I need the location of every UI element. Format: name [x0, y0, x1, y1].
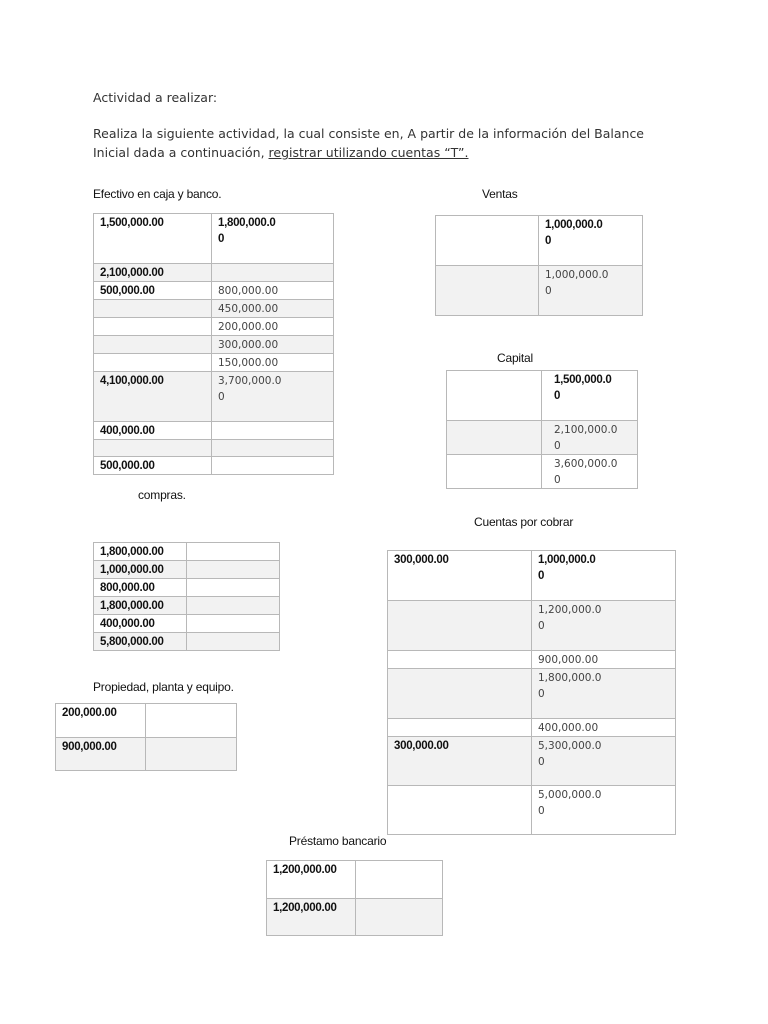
table-row — [388, 651, 676, 669]
efectivo-title: Efectivo en caja y banco. — [93, 187, 222, 201]
credit-cell: 400,000.00 — [532, 719, 676, 737]
table-row — [388, 551, 676, 601]
instructions-underlined-text: registrar utilizando cuentas “T”. — [268, 145, 469, 160]
debit-cell: 5,800,000.00 — [94, 633, 187, 651]
credit-cell: 150,000.00 — [212, 354, 334, 372]
table-row — [388, 737, 676, 786]
table-row — [94, 579, 280, 597]
table-row — [436, 266, 643, 316]
capital-title: Capital — [497, 351, 533, 365]
table-row — [94, 300, 334, 318]
table-row — [94, 440, 334, 457]
credit-cell: 1,000,000.0 0 — [539, 216, 643, 266]
debit-cell: 1,800,000.00 — [94, 543, 187, 561]
compras-title: compras. — [138, 488, 186, 502]
table-row — [94, 561, 280, 579]
debit-cell: 300,000.00 — [388, 737, 532, 786]
cuentas-t-account — [387, 550, 676, 835]
activity-instructions — [93, 124, 683, 162]
table-row — [94, 633, 280, 651]
credit-cell — [187, 597, 280, 615]
table-row — [447, 455, 638, 489]
debit-cell: 500,000.00 — [94, 282, 212, 300]
cuentas-title: Cuentas por cobrar — [474, 515, 574, 529]
propiedad-t-account — [55, 703, 237, 771]
debit-cell — [447, 421, 542, 455]
instructions-text: Realiza la siguiente actividad, la cual consiste en, A partir de la información del Balance Inicial dada a continuación, — [93, 126, 645, 160]
credit-cell — [212, 457, 334, 475]
table-row — [94, 543, 280, 561]
credit-cell — [356, 899, 443, 936]
table-row — [267, 899, 443, 936]
credit-cell — [187, 615, 280, 633]
credit-cell — [187, 579, 280, 597]
table-row — [94, 318, 334, 336]
prestamo-t-account — [266, 860, 443, 936]
credit-cell — [212, 422, 334, 440]
debit-cell — [388, 601, 532, 651]
credit-cell — [187, 543, 280, 561]
credit-cell: 1,800,000.0 0 — [532, 669, 676, 719]
table-row — [56, 738, 237, 771]
compras-t-account — [93, 542, 280, 651]
propiedad-title: Propiedad, planta y equipo. — [93, 680, 234, 694]
table-row — [94, 457, 334, 475]
table-row — [447, 371, 638, 421]
credit-cell: 3,700,000.0 0 — [212, 372, 334, 422]
debit-cell: 500,000.00 — [94, 457, 212, 475]
debit-cell — [388, 669, 532, 719]
table-row — [436, 216, 643, 266]
ventas-t-account — [435, 215, 643, 316]
debit-cell — [388, 786, 532, 835]
prestamo-title: Préstamo bancario — [289, 834, 387, 848]
table-row — [388, 601, 676, 651]
credit-cell: 3,600,000.0 0 — [542, 455, 638, 489]
debit-cell — [94, 354, 212, 372]
credit-cell: 1,000,000.0 0 — [532, 551, 676, 601]
debit-cell — [388, 651, 532, 669]
debit-cell: 800,000.00 — [94, 579, 187, 597]
debit-cell: 1,200,000.00 — [267, 861, 356, 899]
credit-cell: 1,800,000.0 0 — [212, 214, 334, 264]
table-row — [94, 354, 334, 372]
credit-cell: 5,000,000.0 0 — [532, 786, 676, 835]
debit-cell — [447, 371, 542, 421]
credit-cell: 1,000,000.0 0 — [539, 266, 643, 316]
debit-cell: 300,000.00 — [388, 551, 532, 601]
efectivo-t-account — [93, 213, 334, 475]
credit-cell — [356, 861, 443, 899]
debit-cell: 1,800,000.00 — [94, 597, 187, 615]
debit-cell: 2,100,000.00 — [94, 264, 212, 282]
credit-cell: 800,000.00 — [212, 282, 334, 300]
debit-cell: 900,000.00 — [56, 738, 146, 771]
credit-cell: 200,000.00 — [212, 318, 334, 336]
debit-cell — [94, 318, 212, 336]
credit-cell: 300,000.00 — [212, 336, 334, 354]
ventas-title: Ventas — [482, 187, 518, 201]
table-row — [94, 372, 334, 422]
debit-cell: 1,500,000.00 — [94, 214, 212, 264]
table-row — [447, 421, 638, 455]
table-row — [94, 615, 280, 633]
table-row — [94, 282, 334, 300]
table-row — [94, 264, 334, 282]
activity-heading: Actividad a realizar: — [93, 90, 218, 105]
debit-cell: 1,200,000.00 — [267, 899, 356, 936]
credit-cell — [187, 561, 280, 579]
debit-cell — [388, 719, 532, 737]
table-row — [94, 336, 334, 354]
credit-cell: 450,000.00 — [212, 300, 334, 318]
table-row — [388, 669, 676, 719]
credit-cell — [187, 633, 280, 651]
debit-cell: 1,000,000.00 — [94, 561, 187, 579]
table-row — [388, 786, 676, 835]
debit-cell: 200,000.00 — [56, 704, 146, 738]
table-row — [388, 719, 676, 737]
table-row — [56, 704, 237, 738]
credit-cell — [146, 704, 237, 738]
credit-cell: 1,200,000.0 0 — [532, 601, 676, 651]
debit-cell — [94, 336, 212, 354]
debit-cell: 400,000.00 — [94, 422, 212, 440]
capital-t-account — [446, 370, 638, 489]
credit-cell: 900,000.00 — [532, 651, 676, 669]
credit-cell — [146, 738, 237, 771]
credit-cell: 2,100,000.0 0 — [542, 421, 638, 455]
debit-cell — [447, 455, 542, 489]
table-row — [94, 422, 334, 440]
debit-cell — [94, 300, 212, 318]
debit-cell — [94, 440, 212, 457]
debit-cell — [436, 266, 539, 316]
credit-cell — [212, 264, 334, 282]
debit-cell: 400,000.00 — [94, 615, 187, 633]
debit-cell — [436, 216, 539, 266]
debit-cell: 4,100,000.00 — [94, 372, 212, 422]
credit-cell: 5,300,000.0 0 — [532, 737, 676, 786]
table-row — [94, 597, 280, 615]
table-row — [94, 214, 334, 264]
credit-cell — [212, 440, 334, 457]
table-row — [267, 861, 443, 899]
credit-cell: 1,500,000.0 0 — [542, 371, 638, 421]
